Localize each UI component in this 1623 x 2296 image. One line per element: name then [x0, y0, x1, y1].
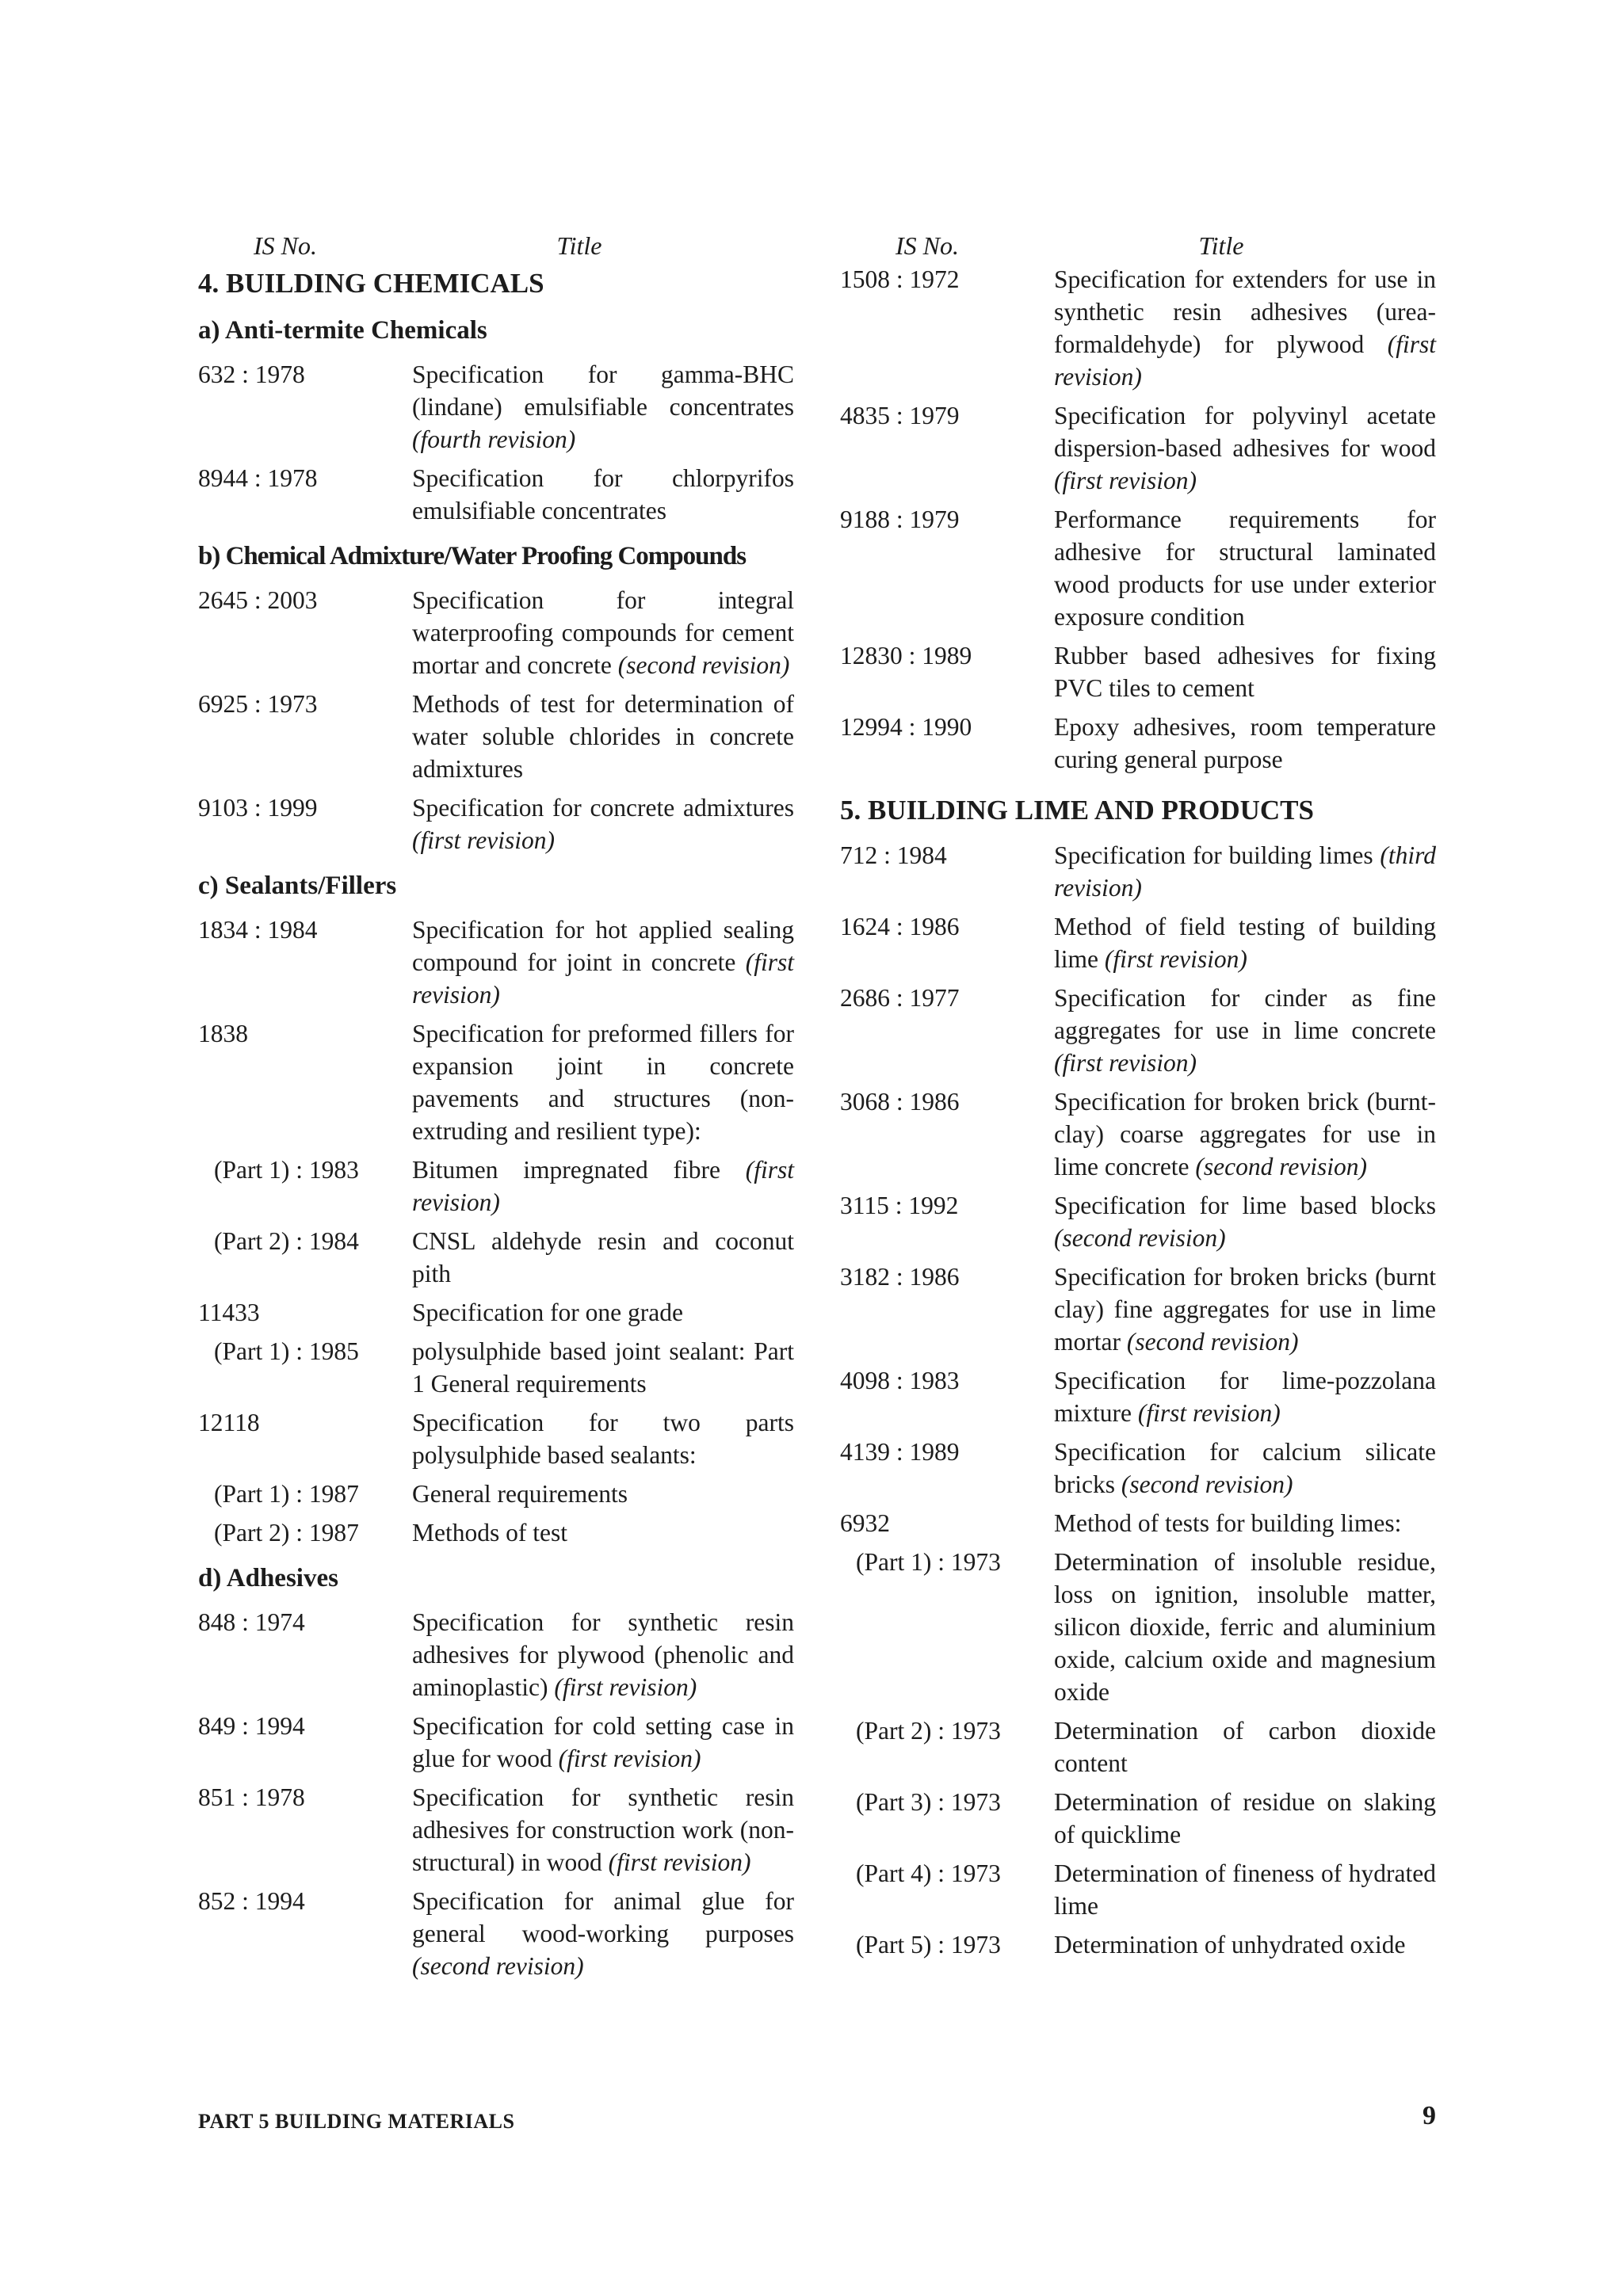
subsection-heading: c) Sealants/Fillers: [198, 871, 397, 900]
standard-entry: [840, 399, 1436, 497]
standard-title: [412, 1885, 794, 1982]
standard-number: (Part 1) : 1983: [214, 1156, 359, 1184]
standard-entry: [840, 1436, 1436, 1501]
standard-entry: [198, 1606, 794, 1703]
left-column-header: [198, 228, 794, 263]
standard-title: [412, 584, 794, 681]
revision-note: (second revision): [412, 1952, 584, 1980]
standard-title: [1054, 1364, 1436, 1429]
standard-entry: [198, 1296, 794, 1329]
standard-title: [412, 791, 794, 856]
standard-number: 6925 : 1973: [198, 690, 318, 718]
standard-title: [1054, 263, 1436, 393]
standard-title-text: polysulphide based joint sealant: Part 1 General requirements: [412, 1337, 794, 1398]
standard-entry: [198, 791, 794, 856]
standard-title-text: Specification for two parts polysulphide based sealants:: [412, 1409, 794, 1469]
standard-title: [1054, 1786, 1436, 1851]
standard-title: [412, 358, 794, 456]
isno-header: IS No.: [254, 231, 317, 260]
standard-title: [1054, 1085, 1436, 1183]
standard-title: [412, 1335, 794, 1400]
standard-title-text: Specification for building limes: [1054, 841, 1373, 869]
standard-title: [1054, 503, 1436, 633]
standard-title-text: Specification for broken brick (burnt-clay) coarse aggregates for use in lime concrete: [1054, 1088, 1436, 1180]
standard-title-text: Method of field testing of building lime: [1054, 913, 1436, 973]
standard-entry: [840, 839, 1436, 904]
revision-note: (first revision): [1137, 1399, 1281, 1427]
standard-title-text: Specification for one grade: [412, 1299, 683, 1326]
standard-title: [1054, 639, 1436, 704]
standard-title: [1054, 1928, 1436, 1961]
right-entries: [840, 839, 1436, 1961]
standard-entry: [840, 1507, 1436, 1539]
standard-title: [412, 1516, 794, 1549]
standard-number: 3068 : 1986: [840, 1088, 960, 1116]
section-heading: 5. BUILDING LIME AND PRODUCTS: [840, 795, 1314, 826]
standard-title: [1054, 910, 1436, 975]
standard-title-text: Specification for concrete admixtures: [412, 794, 794, 822]
revision-note: (second revision): [1054, 1224, 1226, 1252]
standard-title-text: Methods of test: [412, 1519, 567, 1547]
standard-title: [1054, 711, 1436, 776]
standard-title-text: Specification for cinder as fine aggregates for use in lime concrete: [1054, 984, 1436, 1044]
standard-title-text: Determination of residue on slaking of quicklime: [1054, 1788, 1436, 1848]
standard-number: (Part 1) : 1973: [856, 1548, 1001, 1576]
left-groups: [198, 314, 794, 1982]
standard-title: [412, 1225, 794, 1290]
standard-title-text: CNSL aldehyde resin and coconut pith: [412, 1227, 794, 1287]
standard-title: [1054, 1546, 1436, 1708]
standard-title-text: Specification for synthetic resin adhesives for construction work (non-structural) in wood: [412, 1783, 794, 1876]
standard-number: (Part 3) : 1973: [856, 1788, 1001, 1816]
revision-note: (fourth revision): [412, 425, 576, 453]
standard-number: 3115 : 1992: [840, 1192, 959, 1219]
standard-title-text: Performance requirements for adhesive for structural laminated wood products for use under exterior exposure condition: [1054, 505, 1436, 631]
standard-title: [412, 1406, 794, 1471]
standard-entry: [840, 1786, 1436, 1851]
standard-entry: [840, 1085, 1436, 1183]
page-number: 9: [1423, 2101, 1436, 2130]
footer-part-label: PART 5 BUILDING MATERIALS: [198, 2110, 515, 2133]
revision-note: (first revision): [412, 826, 555, 854]
standard-entry: [198, 1710, 794, 1775]
standard-title: [1054, 1857, 1436, 1922]
standard-title-text: Methods of test for determination of water soluble chlorides in concrete admixtures: [412, 690, 794, 783]
standard-entry: [840, 639, 1436, 704]
standard-title-text: Determination of unhydrated oxide: [1054, 1931, 1406, 1958]
right-top-entries: [840, 263, 1436, 776]
standard-entry: [840, 910, 1436, 975]
standard-title: [1054, 1436, 1436, 1501]
standard-title-text: Bitumen impregnated fibre: [412, 1156, 720, 1184]
revision-note: (first revision): [412, 1156, 794, 1216]
standard-title-text: Epoxy adhesives, room temperature curing general purpose: [1054, 713, 1436, 773]
standard-number: (Part 1) : 1985: [214, 1337, 359, 1365]
revision-note: (first revision): [558, 1745, 701, 1772]
standard-number: 11433: [198, 1299, 260, 1326]
standard-number: 3182 : 1986: [840, 1263, 960, 1291]
standard-entry: [198, 584, 794, 681]
revision-note: (first revision): [1104, 945, 1247, 973]
standard-entry: [198, 358, 794, 456]
right-column-header: [840, 228, 1436, 263]
standard-title: [412, 1606, 794, 1703]
standard-title-text: Specification for hot applied sealing compound for joint in concrete: [412, 916, 794, 976]
standard-number: 12830 : 1989: [840, 642, 972, 669]
standard-number: 848 : 1974: [198, 1608, 305, 1636]
standard-number: (Part 5) : 1973: [856, 1931, 1001, 1958]
subsection-heading: b) Chemical Admixture/Water Proofing Compounds: [198, 542, 747, 570]
standard-title: [412, 1710, 794, 1775]
standard-number: 2686 : 1977: [840, 984, 960, 1012]
standard-number: 1508 : 1972: [840, 265, 960, 293]
standard-title: [1054, 982, 1436, 1079]
standard-entry: [198, 1406, 794, 1471]
subsection-heading: d) Adhesives: [198, 1564, 338, 1592]
standard-number: 12994 : 1990: [840, 713, 972, 741]
standard-entry: [840, 1364, 1436, 1429]
revision-note: (first revision): [412, 948, 794, 1009]
standard-entry: [840, 263, 1436, 393]
revision-note: (first revision): [1054, 330, 1436, 391]
standard-number: 712 : 1984: [840, 841, 947, 869]
standard-title: [412, 1296, 794, 1329]
standard-number: 4835 : 1979: [840, 402, 960, 429]
isno-header: IS No.: [896, 231, 959, 260]
revision-note: (second revision): [1121, 1470, 1293, 1498]
title-header: Title: [556, 231, 602, 260]
standard-title-text: Determination of carbon dioxide content: [1054, 1717, 1436, 1777]
standard-title-text: Specification for preformed fillers for expansion joint in concrete pavements and structures (non-extruding and resilient type):: [412, 1020, 794, 1145]
standard-entry: [198, 1017, 794, 1147]
standard-number: 849 : 1994: [198, 1712, 305, 1740]
standard-title-text: Specification for calcium silicate bricks: [1054, 1438, 1436, 1498]
standard-number: (Part 1) : 1987: [214, 1480, 359, 1508]
standard-title: [412, 462, 794, 527]
standard-title: [1054, 1261, 1436, 1358]
standard-title: [1054, 1714, 1436, 1779]
standard-number: 852 : 1994: [198, 1887, 305, 1915]
standard-entry: [198, 1885, 794, 1982]
revision-note: (first revision): [554, 1673, 697, 1701]
standard-entry: [198, 1154, 794, 1219]
revision-note: (first revision): [1054, 1049, 1197, 1077]
standard-title-text: Specification for broken bricks (burnt clay) fine aggregates for use in lime mortar: [1054, 1263, 1436, 1356]
standard-number: 851 : 1978: [198, 1783, 305, 1811]
standard-title-text: Determination of fineness of hydrated lime: [1054, 1859, 1436, 1920]
standard-title-text: Determination of insoluble residue, loss on ignition, insoluble matter, silicon dioxide, ferric and aluminium oxide, calcium oxide and magnesium oxide: [1054, 1548, 1436, 1706]
standard-entry: [840, 1546, 1436, 1708]
standard-number: 4139 : 1989: [840, 1438, 960, 1466]
left-column: [198, 228, 794, 1989]
standard-entry: [198, 1335, 794, 1400]
standard-entry: [198, 1478, 794, 1510]
standard-entry: [198, 1225, 794, 1290]
standard-title: [412, 1478, 794, 1510]
standard-entry: [198, 462, 794, 527]
standard-title-text: General requirements: [412, 1480, 628, 1508]
standard-entry: [840, 1189, 1436, 1254]
revision-note: (second revision): [617, 651, 790, 679]
standard-title-text: Specification for cold setting case in glue for wood: [412, 1712, 794, 1772]
standard-title-text: Specification for animal glue for general wood-working purposes: [412, 1887, 794, 1947]
standard-title: [412, 913, 794, 1011]
standard-number: 12118: [198, 1409, 260, 1436]
standard-number: 9188 : 1979: [840, 505, 960, 533]
standard-title: [1054, 1507, 1436, 1539]
revision-note: (third revision): [1054, 841, 1437, 902]
standard-title-text: Specification for lime-pozzolana mixture: [1054, 1367, 1436, 1427]
standard-number: 2645 : 2003: [198, 586, 318, 614]
standard-number: (Part 2) : 1984: [214, 1227, 359, 1255]
standard-title-text: Method of tests for building limes:: [1054, 1509, 1402, 1537]
standard-number: 632 : 1978: [198, 360, 305, 388]
standard-title: [1054, 399, 1436, 497]
standard-entry: [840, 711, 1436, 776]
standard-entry: [840, 982, 1436, 1079]
revision-note: (first revision): [1054, 467, 1197, 494]
standard-number: 1834 : 1984: [198, 916, 318, 944]
standard-title-text: Specification for gamma-BHC (lindane) emulsifiable concentrates: [412, 360, 794, 421]
standard-number: 4098 : 1983: [840, 1367, 960, 1394]
standard-title: [1054, 839, 1436, 904]
standard-entry: [198, 688, 794, 785]
standard-number: (Part 4) : 1973: [856, 1859, 1001, 1887]
standard-number: 1624 : 1986: [840, 913, 960, 940]
standard-title-text: Specification for lime based blocks: [1054, 1192, 1436, 1219]
standard-title: [412, 1017, 794, 1147]
right-column: [840, 228, 1436, 1967]
standard-entry: [198, 913, 794, 1011]
standard-title: [412, 1781, 794, 1878]
standard-number: 8944 : 1978: [198, 464, 318, 492]
standard-number: (Part 2) : 1987: [214, 1519, 359, 1547]
standard-title: [412, 688, 794, 785]
standard-entry: [840, 1928, 1436, 1961]
standard-entry: [840, 503, 1436, 633]
standard-number: 9103 : 1999: [198, 794, 318, 822]
revision-note: (second revision): [1126, 1328, 1299, 1356]
standard-title: [412, 1154, 794, 1219]
revision-note: (second revision): [1195, 1153, 1368, 1180]
standard-title-text: Specification for integral waterproofing compounds for cement mortar and concrete: [412, 586, 794, 679]
standard-entry: [198, 1516, 794, 1549]
standard-title-text: Specification for synthetic resin adhesives for plywood (phenolic and aminoplastic): [412, 1608, 794, 1701]
title-header: Title: [1198, 231, 1244, 260]
standard-title: [1054, 1189, 1436, 1254]
section-heading: 4. BUILDING CHEMICALS: [198, 268, 544, 299]
subsection-heading: a) Anti-termite Chemicals: [198, 316, 487, 345]
standard-title-text: Rubber based adhesives for fixing PVC tiles to cement: [1054, 642, 1436, 702]
standard-title-text: Specification for extenders for use in synthetic resin adhesives (urea-formaldehyde) for plywood: [1054, 265, 1436, 358]
standard-title-text: Specification for chlorpyrifos emulsifiable concentrates: [412, 464, 794, 524]
standard-entry: [840, 1857, 1436, 1922]
standard-number: (Part 2) : 1973: [856, 1717, 1001, 1745]
standard-title-text: Specification for polyvinyl acetate dispersion-based adhesives for wood: [1054, 402, 1436, 462]
standard-entry: [840, 1714, 1436, 1779]
revision-note: (first revision): [608, 1848, 751, 1876]
standard-entry: [840, 1261, 1436, 1358]
standard-number: 1838: [198, 1020, 248, 1047]
standard-number: 6932: [840, 1509, 890, 1537]
standard-entry: [198, 1781, 794, 1878]
